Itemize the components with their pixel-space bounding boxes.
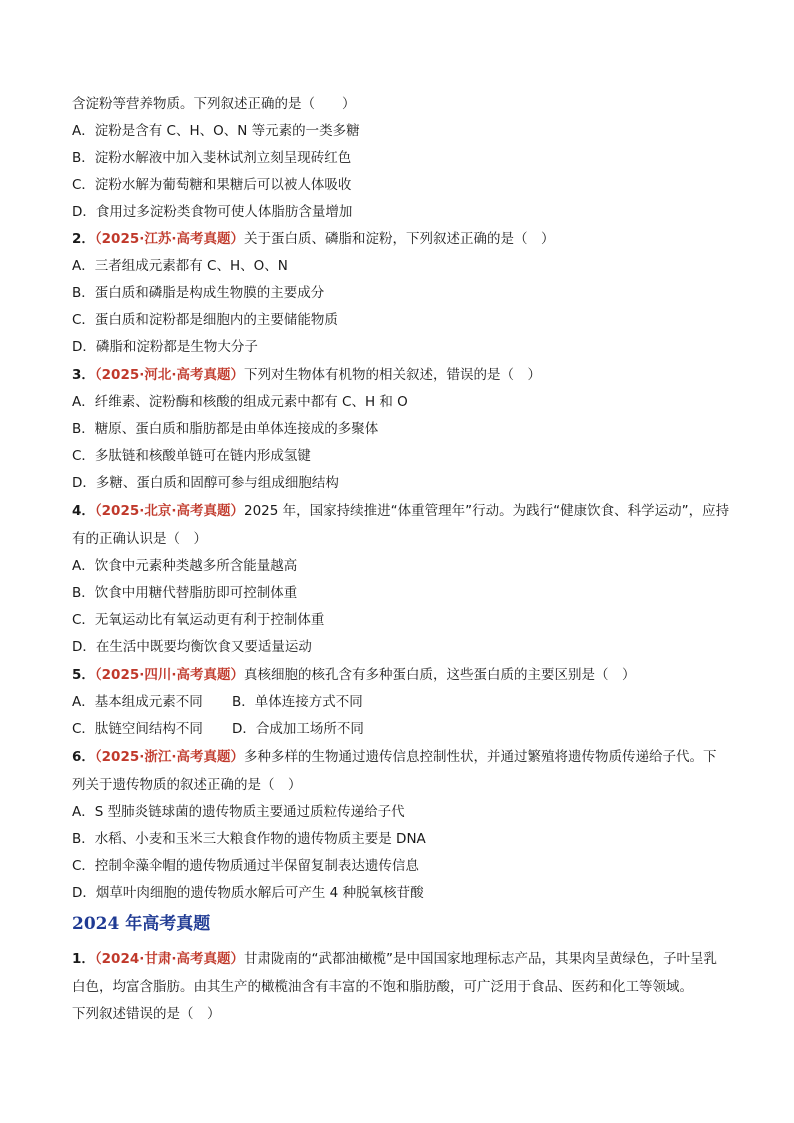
option-d: D．烟草叶肉细胞的遗传物质水解后可产生 4 种脱氧核苷酸	[72, 885, 424, 901]
question-number: 5．	[72, 667, 95, 683]
option-b: B．饮食中用糖代替脂肪即可控制体重	[72, 585, 298, 601]
question-text: 真核细胞的核孔含有多种蛋白质，这些蛋白质的主要区别是（ ）	[244, 667, 636, 683]
question-4-stem	[72, 501, 732, 521]
question-number: 3．	[72, 367, 95, 383]
question-source: （2024·甘肃·高考真题）	[94, 951, 244, 967]
question-3-stem	[72, 365, 732, 385]
question-text: 多种多样的生物通过遗传信息控制性状，并通过繁殖将遗传物质传递给子代。下	[244, 749, 717, 765]
question-source: （2025·河北·高考真题）	[94, 367, 244, 383]
option-row-ab	[72, 692, 363, 712]
option-c: C．无氧运动比有氧运动更有利于控制体重	[72, 612, 325, 628]
question-number: 1．	[72, 951, 95, 967]
question-number: 4．	[72, 503, 95, 519]
option-b: B．单体连接方式不同	[232, 694, 363, 710]
option-a: A．纤维素、淀粉酶和核酸的组成元素中都有 C、H 和 O	[72, 394, 408, 410]
option-a: A．基本组成元素不同	[72, 694, 203, 710]
question-text: 关于蛋白质、磷脂和淀粉，下列叙述正确的是（ ）	[244, 231, 555, 247]
question-2-stem	[72, 229, 732, 249]
question-text: 下列对生物体有机物的相关叙述，错误的是（ ）	[244, 367, 541, 383]
question-source: （2025·浙江·高考真题）	[94, 749, 244, 765]
option-b: B．蛋白质和磷脂是构成生物膜的主要成分	[72, 285, 325, 301]
option-c: C．肽链空间结构不同	[72, 721, 203, 737]
question-2024-1-stem	[72, 949, 732, 969]
option-c: C．蛋白质和淀粉都是细胞内的主要储能物质	[72, 312, 338, 328]
option-d: D．食用过多淀粉类食物可使人体脂肪含量增加	[72, 204, 353, 220]
question-source: （2025·江苏·高考真题）	[94, 231, 244, 247]
question-2024-1-stem-cont: 白色，均富含脂肪。由其生产的橄榄油含有丰富的不饱和脂肪酸，可广泛用于食品、医药和化工等领域。	[72, 979, 693, 995]
option-c: C．淀粉水解为葡萄糖和果糖后可以被人体吸收	[72, 177, 352, 193]
option-d: D．多糖、蛋白质和固醇可参与组成细胞结构	[72, 475, 339, 491]
question-text: 2025 年，国家持续推进“体重管理年”行动。为践行“健康饮食、科学运动”，应持	[244, 503, 730, 519]
question-number: 2．	[72, 231, 95, 247]
question-5-stem	[72, 665, 732, 685]
question-source: （2025·北京·高考真题）	[94, 503, 244, 519]
section-heading-2024: 2024 年高考真题	[72, 914, 211, 934]
option-d: D．磷脂和淀粉都是生物大分子	[72, 339, 258, 355]
option-a: A．三者组成元素都有 C、H、O、N	[72, 258, 288, 274]
option-b: B．糖原、蛋白质和脂肪都是由单体连接成的多聚体	[72, 421, 379, 437]
question-2024-1-stem-cont-2: 下列叙述错误的是（ ）	[72, 1006, 221, 1022]
option-c: C．多肽链和核酸单链可在链内形成氢键	[72, 448, 311, 464]
option-a: A．淀粉是含有 C、H、O、N 等元素的一类多糖	[72, 123, 360, 139]
option-a: A．S 型肺炎链球菌的遗传物质主要通过质粒传递给子代	[72, 804, 405, 820]
question-text: 甘肃陇南的“武都油橄榄”是中国国家地理标志产品，其果肉呈黄绿色，子叶呈乳	[244, 951, 717, 967]
option-b: B．水稻、小麦和玉米三大粮食作物的遗传物质主要是 DNA	[72, 831, 426, 847]
question-6-stem-cont: 列关于遗传物质的叙述正确的是（ ）	[72, 777, 302, 793]
option-b: B．淀粉水解液中加入斐林试剂立刻呈现砖红色	[72, 150, 352, 166]
question-4-stem-cont: 有的正确认识是（ ）	[72, 531, 207, 547]
option-c: C．控制伞藻伞帽的遗传物质通过半保留复制表达遗传信息	[72, 858, 419, 874]
question-source: （2025·四川·高考真题）	[94, 667, 244, 683]
option-row-cd	[72, 719, 364, 739]
question-6-stem	[72, 747, 732, 767]
option-d: D．在生活中既要均衡饮食又要适量运动	[72, 639, 312, 655]
question-stem-continuation: 含淀粉等营养物质。下列叙述正确的是（ ）	[72, 96, 356, 112]
option-a: A．饮食中元素种类越多所含能量越高	[72, 558, 298, 574]
question-number: 6．	[72, 749, 95, 765]
option-d: D．合成加工场所不同	[232, 721, 364, 737]
